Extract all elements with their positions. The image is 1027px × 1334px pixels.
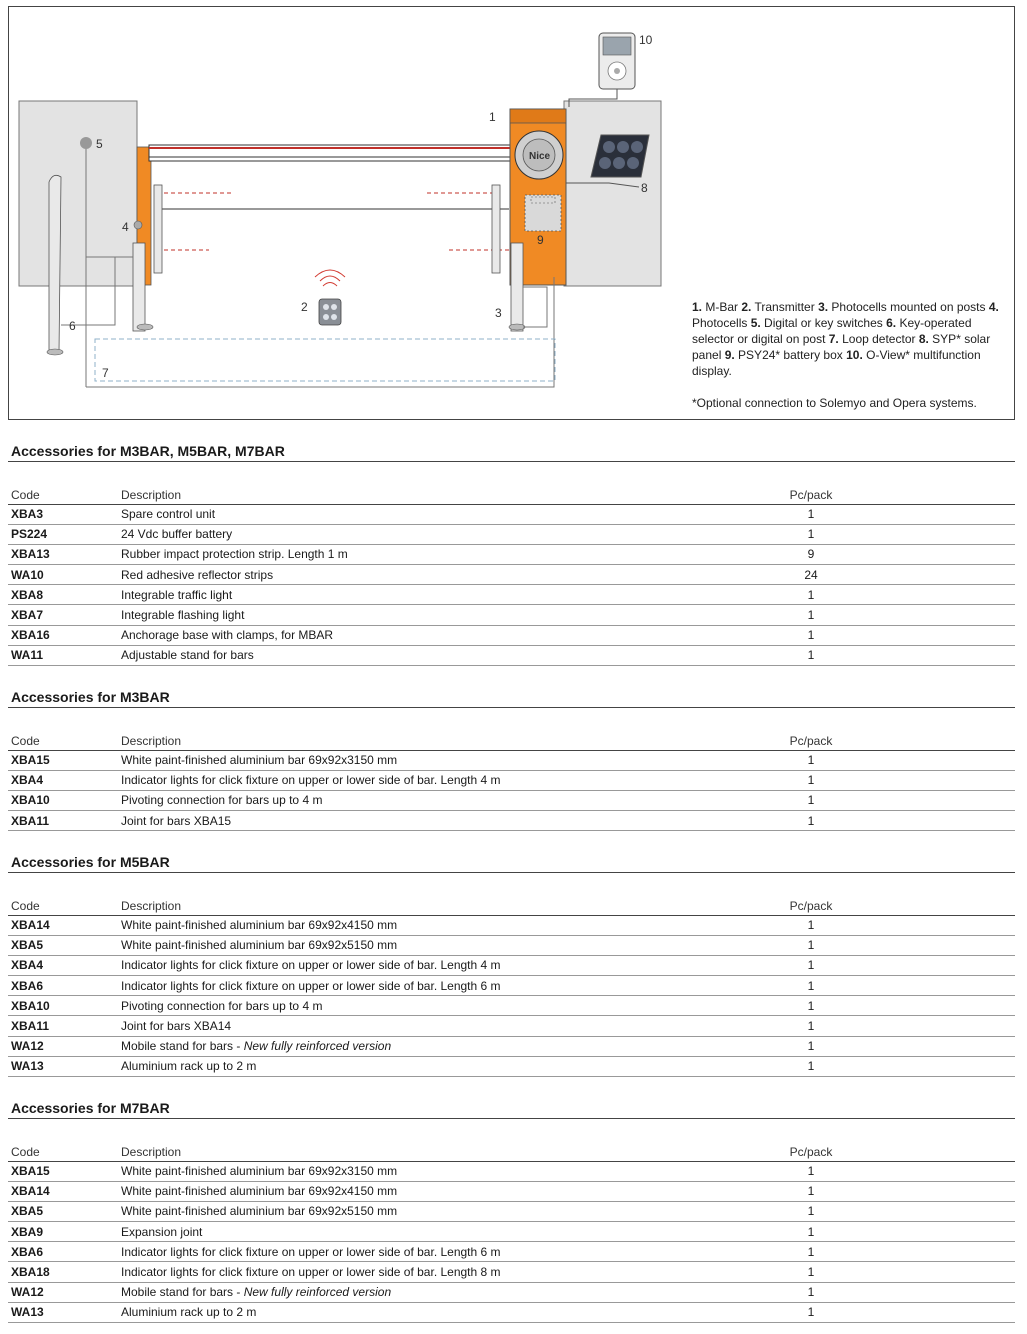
product-description [121,811,786,831]
legend-text: SYP* solar panel [692,332,991,362]
description-note: New fully reinforced version [243,1285,392,1300]
header-qty: Pc/pack [786,462,836,504]
product-code: XBA6 [8,976,121,996]
header-description: Description [121,1119,786,1161]
description-text: Expansion joint [121,1224,203,1239]
product-description [121,1181,786,1201]
table-row [8,750,1015,770]
pieces-per-pack: 1 [786,1201,836,1221]
description-text: White paint-finished aluminium bar 69x92x4150 mm [121,1184,398,1199]
solar-panel [591,135,649,177]
callout-7: 7 [102,366,109,380]
product-description [121,915,786,935]
description-note: New fully reinforced version [243,1039,392,1054]
legend-number: 7. [828,332,839,346]
header-description: Description [121,873,786,915]
pieces-per-pack: 1 [786,605,836,625]
product-description [121,504,786,524]
pieces-per-pack: 1 [786,1161,836,1181]
legend-number: 10. [846,348,863,362]
product-code: XBA18 [8,1262,121,1282]
description-text: Integrable flashing light [121,608,245,623]
product-description [121,585,786,605]
product-code: WA13 [8,1056,121,1076]
table-row [8,585,1015,605]
description-text: Indicator lights for click fixture on upper or lower side of bar. Length 4 m [121,958,501,973]
pieces-per-pack: 1 [786,1242,836,1262]
description-text: Indicator lights for click fixture on upper or lower side of bar. Length 4 m [121,773,501,788]
description-text: White paint-finished aluminium bar 69x92x3150 mm [121,1164,398,1179]
legend-number: 2. [741,300,752,314]
battery-box [525,195,561,231]
description-text: Mobile stand for bars - [121,1039,244,1054]
product-description [121,1222,786,1242]
product-code: WA10 [8,565,121,585]
description-text: Joint for bars XBA14 [121,1019,232,1034]
section-title: Accessories for M3BAR [8,686,1015,708]
description-text: White paint-finished aluminium bar 69x92x3150 mm [121,753,398,768]
pieces-per-pack: 1 [786,524,836,544]
product-description [121,955,786,975]
legend-text: Photocells [692,316,751,330]
brand-label: Nice [529,151,551,162]
pieces-per-pack: 1 [786,1282,836,1302]
digital-switch [80,137,92,149]
legend-text: M-Bar [702,300,742,314]
product-description [121,1036,786,1056]
section-m7bar [8,1097,1015,1323]
header-code: Code [8,1119,121,1161]
product-description [121,605,786,625]
product-code: XBA7 [8,605,121,625]
product-code: WA12 [8,1282,121,1302]
legend-number: 1. [692,300,703,314]
table-row [8,1201,1015,1221]
product-code: XBA5 [8,935,121,955]
pieces-per-pack: 1 [786,1302,836,1322]
installation-diagram [8,6,1015,420]
table-row [8,1222,1015,1242]
pieces-per-pack: 1 [786,976,836,996]
table-row [8,1181,1015,1201]
product-description [121,565,786,585]
transmitter [315,270,345,325]
accessories-table [8,462,1015,666]
header-qty: Pc/pack [786,1119,836,1161]
pieces-per-pack: 1 [786,750,836,770]
description-text: Indicator lights for click fixture on upper or lower side of bar. Length 6 m [121,978,501,993]
product-description [121,996,786,1016]
pieces-per-pack: 1 [786,811,836,831]
description-text: Adjustable stand for bars [121,648,254,663]
legend-items [692,299,1012,379]
description-text: White paint-finished aluminium bar 69x92x4150 mm [121,918,398,933]
section-title: Accessories for M3BAR, M5BAR, M7BAR [8,440,1015,462]
table-row [8,544,1015,564]
description-text: Pivoting connection for bars up to 4 m [121,998,323,1013]
photocell-right-post [492,185,500,273]
description-text: Anchorage base with clamps, for MBAR [121,628,334,643]
table-row [8,935,1015,955]
legend-number: 9. [724,348,735,362]
legend-note: *Optional connection to Solemyo and Opera systems. [692,396,977,410]
table-row [8,770,1015,790]
description-text: Pivoting connection for bars up to 4 m [121,793,323,808]
legend-text: O-View* multifunction display. [692,348,981,378]
product-code: XBA14 [8,1181,121,1201]
table-row [8,976,1015,996]
table-row [8,1036,1015,1056]
pieces-per-pack: 1 [786,625,836,645]
section-all-bars [8,440,1015,666]
pieces-per-pack: 1 [786,915,836,935]
table-row [8,524,1015,544]
legend-number: 8. [918,332,929,346]
accessories-table [8,1119,1015,1323]
header-description: Description [121,462,786,504]
callout-10: 10 [639,33,653,47]
product-description [121,544,786,564]
legend-text: Digital or key switches [760,316,887,330]
callout-2: 2 [301,300,308,314]
callout-4: 4 [122,220,129,234]
description-text: Indicator lights for click fixture on upper or lower side of bar. Length 8 m [121,1265,501,1280]
pieces-per-pack: 1 [786,996,836,1016]
product-description [121,976,786,996]
legend-text: Key-operated selector or digital on post [692,316,972,346]
section-m5bar [8,851,1015,1077]
accessories-table [8,708,1015,831]
table-row [8,1262,1015,1282]
table-row [8,811,1015,831]
pieces-per-pack: 1 [786,1181,836,1201]
header-description: Description [121,708,786,750]
product-description [121,1282,786,1302]
product-description [121,1262,786,1282]
legend-text: Loop detector [838,332,919,346]
table-row [8,504,1015,524]
callout-1: 1 [489,110,496,124]
pieces-per-pack: 1 [786,935,836,955]
pieces-per-pack: 1 [786,1222,836,1242]
pieces-per-pack: 1 [786,585,836,605]
table-row [8,565,1015,585]
product-code: XBA14 [8,915,121,935]
product-description [121,1201,786,1221]
product-code: XBA10 [8,790,121,810]
pieces-per-pack: 1 [786,790,836,810]
legend-number: 3. [818,300,829,314]
description-text: 24 Vdc buffer battery [121,527,233,542]
product-description [121,1056,786,1076]
callout-5: 5 [96,137,103,151]
table-row [8,605,1015,625]
product-code: XBA11 [8,1016,121,1036]
table-row [8,955,1015,975]
pieces-per-pack: 1 [786,1036,836,1056]
legend-text: PSY24* battery box [734,348,847,362]
description-text: Mobile stand for bars - [121,1285,244,1300]
product-description [121,1016,786,1036]
pieces-per-pack: 1 [786,955,836,975]
header-code: Code [8,708,121,750]
product-code: WA13 [8,1302,121,1322]
description-text: Joint for bars XBA15 [121,813,232,828]
product-code: XBA6 [8,1242,121,1262]
pieces-per-pack: 1 [786,1262,836,1282]
table-row [8,1302,1015,1322]
product-description [121,1302,786,1322]
left-wall [19,101,137,286]
product-code: XBA9 [8,1222,121,1242]
legend-number: 4. [988,300,999,314]
callout-9: 9 [537,233,544,247]
callout-3: 3 [495,306,502,320]
o-view-display [599,33,635,89]
legend-number: 6. [886,316,897,330]
legend-number: 5. [750,316,761,330]
product-code: XBA15 [8,1161,121,1181]
photocell-4 [134,221,142,229]
description-text: Spare control unit [121,507,216,522]
product-description [121,645,786,665]
table-row [8,1161,1015,1181]
photocell-post-3-right [511,243,523,331]
product-code: XBA15 [8,750,121,770]
product-code: XBA13 [8,544,121,564]
product-description [121,770,786,790]
product-code: XBA11 [8,811,121,831]
header-code: Code [8,462,121,504]
header-qty: Pc/pack [786,708,836,750]
product-code: PS224 [8,524,121,544]
pieces-per-pack: 9 [786,544,836,564]
product-code: XBA3 [8,504,121,524]
description-text: White paint-finished aluminium bar 69x92x5150 mm [121,1204,398,1219]
product-code: XBA4 [8,955,121,975]
photocell-post-3-left [133,243,145,331]
header-code: Code [8,873,121,915]
description-text: White paint-finished aluminium bar 69x92x5150 mm [121,938,398,953]
description-text: Red adhesive reflector strips [121,567,274,582]
table-row [8,1282,1015,1302]
diagram-legend [692,299,1012,411]
table-row [8,1056,1015,1076]
table-row [8,645,1015,665]
pieces-per-pack: 1 [786,645,836,665]
pieces-per-pack: 24 [786,565,836,585]
product-description [121,625,786,645]
table-row [8,996,1015,1016]
product-code: XBA8 [8,585,121,605]
description-text: Rubber impact protection strip. Length 1 m [121,547,348,562]
product-code: XBA5 [8,1201,121,1221]
description-text: Integrable traffic light [121,587,233,602]
description-text: Indicator lights for click fixture on upper or lower side of bar. Length 6 m [121,1244,501,1259]
product-code: XBA10 [8,996,121,1016]
product-description [121,1242,786,1262]
description-text: Aluminium rack up to 2 m [121,1305,257,1320]
table-row [8,1242,1015,1262]
product-description [121,935,786,955]
callout-6: 6 [69,319,76,333]
product-code: WA12 [8,1036,121,1056]
product-description [121,790,786,810]
product-code: WA11 [8,645,121,665]
product-code: XBA4 [8,770,121,790]
pieces-per-pack: 1 [786,1016,836,1036]
table-row [8,790,1015,810]
legend-text: Photocells mounted on posts [828,300,989,314]
section-title: Accessories for M7BAR [8,1097,1015,1119]
product-description [121,1161,786,1181]
description-text: Aluminium rack up to 2 m [121,1059,257,1074]
header-qty: Pc/pack [786,873,836,915]
loop-detector [95,339,555,381]
photocell-left-post [154,185,162,273]
product-description [121,524,786,544]
section-title: Accessories for M5BAR [8,851,1015,873]
section-m3bar [8,686,1015,831]
pieces-per-pack: 1 [786,770,836,790]
pieces-per-pack: 1 [786,504,836,524]
product-code: XBA16 [8,625,121,645]
key-selector-post [49,175,61,352]
pieces-per-pack: 1 [786,1056,836,1076]
table-row [8,1016,1015,1036]
callout-8: 8 [641,181,648,195]
accessories-table [8,873,1015,1077]
legend-text: Transmitter [751,300,819,314]
table-row [8,915,1015,935]
table-row [8,625,1015,645]
product-description [121,750,786,770]
